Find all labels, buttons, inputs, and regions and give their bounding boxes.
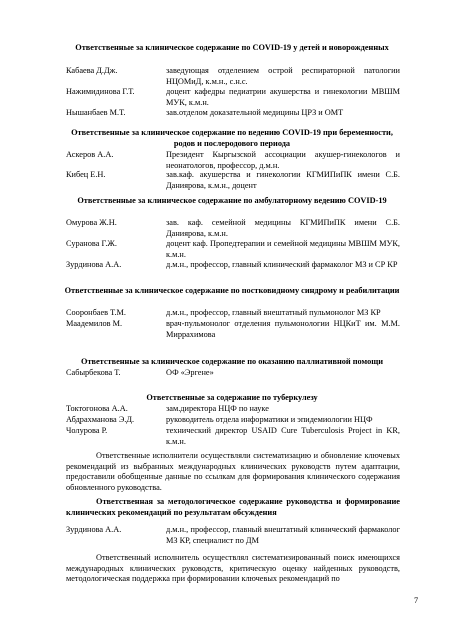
person-position: д.м.н., профессор, главный клинический фармаколог МЗ и СР КР	[166, 260, 398, 269]
person-position: зав. каф. семейной медицины КГМИПиПК имени С.Б. Даниярова, к.м.н.	[166, 218, 400, 238]
person-position: Президент Кыргызской ассоциации акушер-гинекологов и неонатологов, профессор, д.м.н.	[166, 150, 400, 170]
person-name: Суранова Г.Ж.	[66, 239, 117, 248]
section-title: Ответственные за содержание по туберкулезу	[146, 393, 318, 402]
person-name: Чолурова Р.	[66, 426, 108, 435]
person-name: Кибец Е.Н.	[66, 170, 106, 179]
person-position: доцент кафедры педиатрии акушерства и гинекологии МВШМ МУК, к.м.н.	[166, 87, 400, 107]
section-title: Ответственная за методологическое содержание руководства и формирование клинических рекомендаций по результатам обсуждения	[66, 497, 400, 517]
person-name: Нышанбаев М.Т.	[66, 108, 126, 117]
person-position: технический директор USAID Cure Tuberculosis Project in KR, к.м.н.	[166, 426, 400, 446]
section-title: Ответственные за клиническое содержание по оказанию паллиативной помощи	[80, 357, 383, 366]
person-name: Зурдинова А.А.	[66, 260, 122, 269]
person-name: Нажимидинова Г.Т.	[66, 87, 135, 96]
section-title: Ответственные за клиническое содержание по постковидному синдрому и реабилитации	[64, 286, 400, 295]
person-position: руководитель отдела информатики и эпидемиологии НЦФ	[166, 415, 373, 424]
person-position: зам.директора НЦФ по науке	[166, 404, 269, 413]
person-position: д.м.н., профессор, главный внештатный клинический фармаколог МЗ КР, специалист по ДМ	[166, 525, 400, 545]
person-position: ОФ «Эргене»	[166, 368, 214, 377]
person-name: Аскеров А.А.	[66, 150, 114, 159]
person-name: Зурдинова А.А.	[66, 525, 122, 534]
page-number: 7	[414, 596, 419, 605]
person-name: Сооронбаев Т.М.	[66, 308, 126, 317]
body-paragraph: Ответственные исполнители осуществляли систематизацию и обновление ключевых рекомендаций из выбранных международных клинических руководств путем адаптации, предоставили обобщенные данные по ссылкам для формирования клинического содержания обновленного руководства.	[66, 451, 400, 492]
section-title: Ответственные за клиническое содержание по амбулаторному ведению COVID-19	[77, 196, 387, 205]
person-name: Абдрахманова Э.Д.	[66, 415, 135, 424]
person-position: доцент каф. Пропедтерапии и семейной медицины МВШМ МУК, к.м.н.	[166, 239, 400, 259]
person-position: заведующая отделением острой респираторной патологии НЦОМиД, к.м.н., с.н.с.	[166, 66, 400, 86]
person-name: Токтогонова А.А.	[66, 404, 128, 413]
person-name: Маадемилов М.	[66, 319, 123, 328]
section-title: Ответственные за клиническое содержание по ведению COVID-19 при беременности, родов и послеродового периода	[71, 128, 393, 148]
person-position: д.м.н., профессор, главный внештатный пульмонолог МЗ КР	[166, 308, 381, 317]
person-position: врач-пульмонолог отделения пульмонологии НЦКиТ им. М.М. Миррахимова	[166, 319, 400, 339]
body-paragraph: Ответственный исполнитель осуществлял систематизированный поиск имеющихся международных клинических руководств, критическую оценку найденных руководств, методологическая поддержка при формировании ключевых рекомендаций по	[66, 553, 400, 583]
person-position: зав.отделом доказательной медицины ЦРЗ и ОМТ	[166, 108, 344, 117]
person-name: Кабаева Д.Дж.	[66, 66, 118, 75]
person-name: Сабырбекова Т.	[66, 368, 121, 377]
section-title: Ответственные за клиническое содержание по COVID-19 у детей и новорожденных	[75, 43, 389, 52]
person-name: Омурова Ж.Н.	[66, 218, 117, 227]
person-position: зав.каф. акушерства и гинекологии КГМИПиПК имени С.Б. Даниярова, к.м.н., доцент	[166, 170, 400, 190]
